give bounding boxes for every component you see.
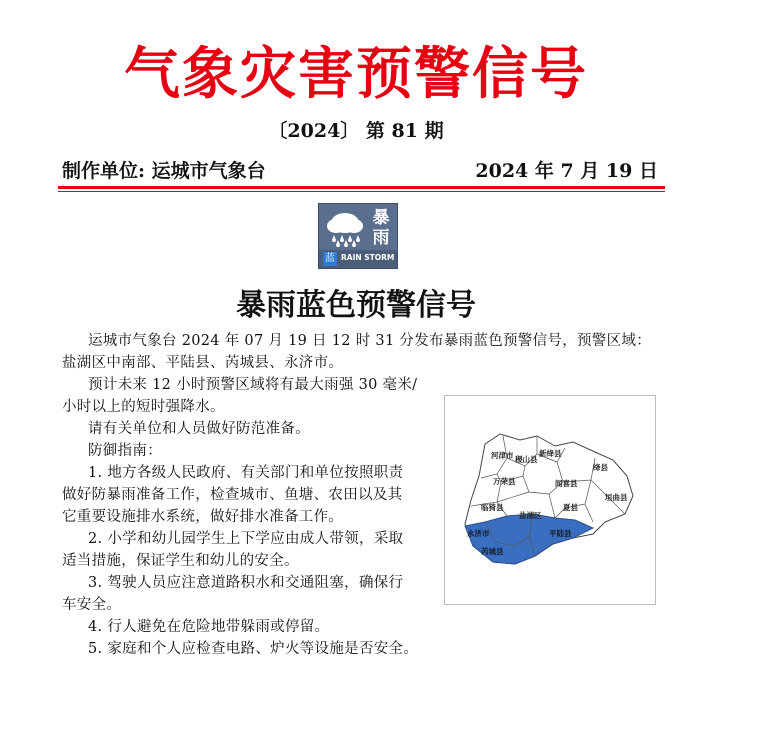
paragraph-1-line-1: 运城市气象台 2024 年 07 月 19 日 12 时 31 分发布暴雨蓝色预警信号，预警区域： (88, 333, 651, 349)
paragraph-1-line-2: 盐湖区中南部、平陆县、芮城县、永济市。 (62, 355, 344, 371)
warning-area-map (444, 395, 656, 605)
label-wanrong: 万荣县 (493, 477, 516, 486)
label-wenxi: 闻喜县 (555, 479, 578, 488)
icon-char-1: 暴 (372, 208, 390, 228)
label-xinjiang: 新绛县 (539, 449, 562, 458)
guide-3-line-2: 车安全。 (62, 597, 122, 613)
label-jiangxian: 绛县 (593, 463, 608, 472)
guide-3-line-1: 3. 驾驶人员应注意道路积水和交通阻塞，确保行 (88, 575, 404, 591)
paragraph-2-line-2: 小时以上的短时强降水。 (62, 399, 225, 415)
issue-date: 2024 年 7 月 19 日 (475, 160, 658, 182)
label-yanhu: 盐湖区 (519, 511, 542, 520)
icon-footer (319, 250, 397, 268)
level-badge: 蓝 (325, 253, 335, 264)
header-divider-thin (58, 191, 665, 192)
icon-english-label: RAIN STORM (341, 253, 395, 262)
label-hejin: 河津市 (491, 451, 514, 460)
label-linyi: 临猗县 (481, 503, 504, 512)
guide-heading: 防御指南： (88, 443, 162, 459)
guide-1-line-2: 做好防暴雨准备工作，检查城市、鱼塘、农田以及其 (62, 487, 403, 503)
rain-cloud-icon (325, 209, 365, 247)
guide-4: 4. 行人避免在危险地带躲雨或停留。 (88, 619, 330, 635)
guide-1-line-1: 1. 地方各级人民政府、有关部门和单位按照职责 (88, 465, 404, 481)
label-pinglu: 平陆县 (549, 529, 572, 538)
guide-1-line-3: 它重要设施排水系统，做好排水准备工作。 (62, 509, 344, 525)
label-yuanqu: 垣曲县 (605, 493, 628, 502)
issue-number: 〔2024〕 第 81 期 (268, 120, 444, 142)
icon-characters (369, 208, 393, 248)
guide-2-line-1: 2. 小学和幼儿园学生上下学应由成人带领，采取 (88, 531, 404, 547)
producer-unit: 制作单位: 运城市气象台 (62, 160, 266, 182)
document-title: 气象灾害预警信号 (124, 41, 588, 107)
map-svg (445, 396, 655, 604)
meta-line (62, 156, 658, 186)
paragraph-3: 请有关单位和人员做好防范准备。 (88, 421, 310, 437)
rainstorm-blue-warning-icon (318, 203, 398, 269)
label-xiaxian: 夏县 (563, 503, 578, 512)
label-jishan: 稷山县 (515, 455, 538, 464)
header-divider-thick (58, 186, 665, 189)
guide-2-line-2: 适当措施，保证学生和幼儿的安全。 (62, 553, 299, 569)
label-ruicheng: 芮城县 (481, 547, 504, 556)
icon-char-2: 雨 (372, 228, 390, 248)
guide-5: 5. 家庭和个人应检查电路、炉火等设施是否安全。 (88, 641, 419, 657)
paragraph-2-line-1: 预计未来 12 小时预警区域将有最大雨强 30 毫米/ (88, 377, 418, 393)
signal-title: 暴雨蓝色预警信号 (236, 288, 476, 323)
label-yongji: 永济市 (467, 529, 490, 538)
